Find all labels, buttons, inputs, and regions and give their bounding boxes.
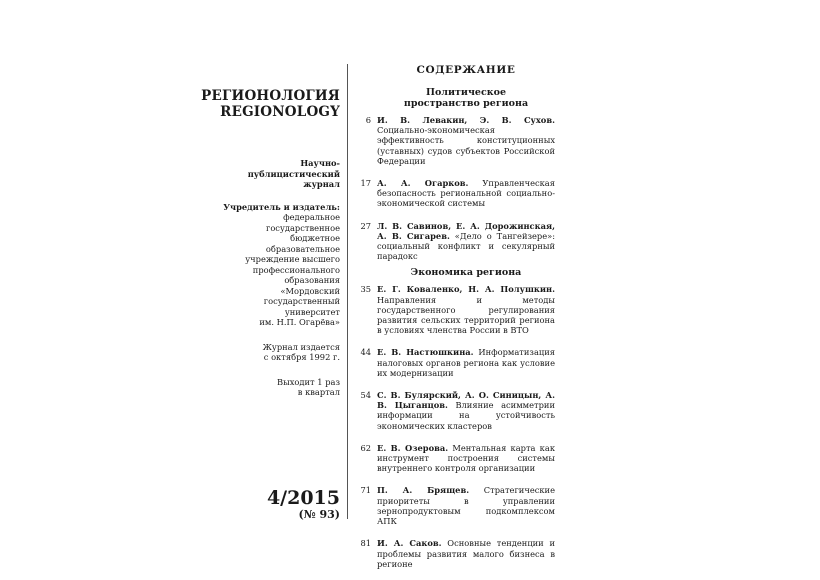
frequency-line: в квартал: [297, 387, 340, 397]
toc-authors: Л. В. Савинов, Е. А. Дорожинская, А. В. Сигарев.: [377, 220, 555, 241]
toc-entry[interactable]: [357, 538, 555, 569]
toc-entry-text: [377, 538, 555, 569]
journal-type-line: журнал: [303, 179, 340, 189]
toc-authors: Е. В. Озерова.: [377, 442, 449, 453]
section-heading: [377, 87, 555, 109]
toc-entry-text: [377, 115, 555, 166]
toc-page-number: 54: [360, 390, 371, 401]
column-divider: [347, 64, 348, 519]
section-heading: [377, 267, 555, 278]
issue-block: [220, 488, 340, 521]
frequency-line: Выходит 1 раз: [277, 376, 340, 387]
toc-entry-text: [377, 221, 555, 262]
published-since: [200, 342, 340, 363]
contents-heading: СОДЕРЖАНИЕ: [416, 64, 516, 76]
toc-authors: С. В. Булярский, А. О. Синицын, А. В. Цыганцов.: [377, 390, 555, 411]
issue-number: (№ 93): [298, 508, 340, 521]
toc-authors: Е. Г. Коваленко, Н. А. Полушкин.: [377, 284, 555, 295]
toc-entry-text: [377, 390, 555, 431]
toc-entry-text: [377, 347, 555, 378]
frequency: [200, 377, 340, 398]
toc-page-number: 62: [360, 442, 371, 453]
toc-article-title: Социально-экономическая эффективность конституционных (уставных) судов субъектов Российской Федерации: [377, 125, 555, 166]
published-since-line: с октября 1992 г.: [263, 352, 340, 362]
table-of-contents: [357, 64, 555, 569]
founder-line: бюджетное: [290, 233, 340, 243]
toc-authors: А. А. Огарков.: [377, 178, 469, 189]
masthead: [200, 88, 340, 398]
toc-page-number: 6: [365, 115, 371, 125]
founder-line: профессионального: [252, 264, 340, 275]
toc-entry-text: [377, 443, 555, 474]
toc-page-number: 35: [360, 284, 371, 295]
toc-entry[interactable]: [357, 221, 555, 262]
toc-authors: П. А. Брящев.: [377, 485, 470, 496]
toc-entry[interactable]: [357, 485, 555, 526]
published-since-line: Журнал издается: [262, 341, 340, 352]
founder-line: «Мордовский: [280, 285, 340, 296]
founder-line: им. Н.П. Огарёва»: [259, 317, 340, 327]
founder-line: образовательное: [265, 243, 340, 254]
journal-title-en: REGIONOLOGY: [220, 104, 340, 120]
founder-line: образования: [284, 275, 340, 285]
founder-line: федеральное: [283, 212, 340, 222]
founder-line: государственное: [265, 222, 340, 233]
toc-entry-text: [377, 178, 555, 209]
journal-type-line: Научно-: [300, 158, 340, 168]
toc-entry[interactable]: [357, 284, 555, 335]
founder-line: государственный: [263, 296, 340, 306]
toc-authors: Е. В. Настюшкина.: [377, 347, 474, 358]
journal-type-line: публицистический: [247, 168, 340, 179]
toc-authors: И. В. Левакин, Э. В. Сухов.: [377, 115, 555, 125]
toc-page-number: 71: [360, 485, 371, 496]
toc-page-number: 27: [360, 220, 371, 231]
founder-label: Учредитель и издатель:: [223, 201, 340, 212]
toc-entry[interactable]: [357, 390, 555, 431]
toc-page-number: 17: [360, 178, 371, 189]
toc-article-title: Информатизация налоговых органов региона как условие их модернизации: [377, 347, 555, 378]
toc-entry-text: [377, 284, 555, 335]
toc-entry[interactable]: [357, 347, 555, 378]
journal-type: [200, 158, 340, 190]
toc-article-title: Основные тенденции и проблемы развития малого бизнеса в регионе: [377, 538, 555, 569]
toc-article-title: Направления и методы государственного регулирования развития сельских территорий региона в условиях членства России в ВТО: [377, 294, 555, 336]
toc-article-title: «Дело о Тангейзере»: социальный конфликт и секулярный парадокс: [377, 230, 555, 262]
section-heading-line: Экономика региона: [410, 267, 522, 279]
section-heading-line: Политическое: [425, 87, 506, 98]
toc-entry[interactable]: [357, 178, 555, 209]
founder-line: университет: [284, 306, 340, 317]
founder-block: [200, 202, 340, 328]
toc-authors: И. А. Саков.: [377, 538, 442, 549]
founder-line: учреждение высшего: [245, 254, 340, 264]
toc-page-number: 44: [360, 347, 371, 358]
toc-article-title: Стратегические приоритеты в управлении зернопродуктовым подкомплексом АПК: [377, 485, 555, 527]
toc-article-title: Ментальная карта как инструмент построения системы внутреннего контроля организации: [377, 442, 556, 474]
toc-entry[interactable]: [357, 115, 555, 166]
toc-page-number: 81: [360, 538, 371, 549]
issue-label: 4/2015: [266, 487, 340, 509]
section-heading-line: пространство региона: [403, 98, 529, 109]
toc-article-title: Управленческая безопасность региональной социально-экономической системы: [377, 178, 555, 209]
toc-entry[interactable]: [357, 443, 555, 474]
journal-title-ru: РЕГИОНОЛОГИЯ: [201, 88, 340, 104]
toc-entry-text: [377, 485, 555, 526]
toc-article-title: Влияние асимметрии информации на устойчивость экономических кластеров: [377, 400, 555, 431]
